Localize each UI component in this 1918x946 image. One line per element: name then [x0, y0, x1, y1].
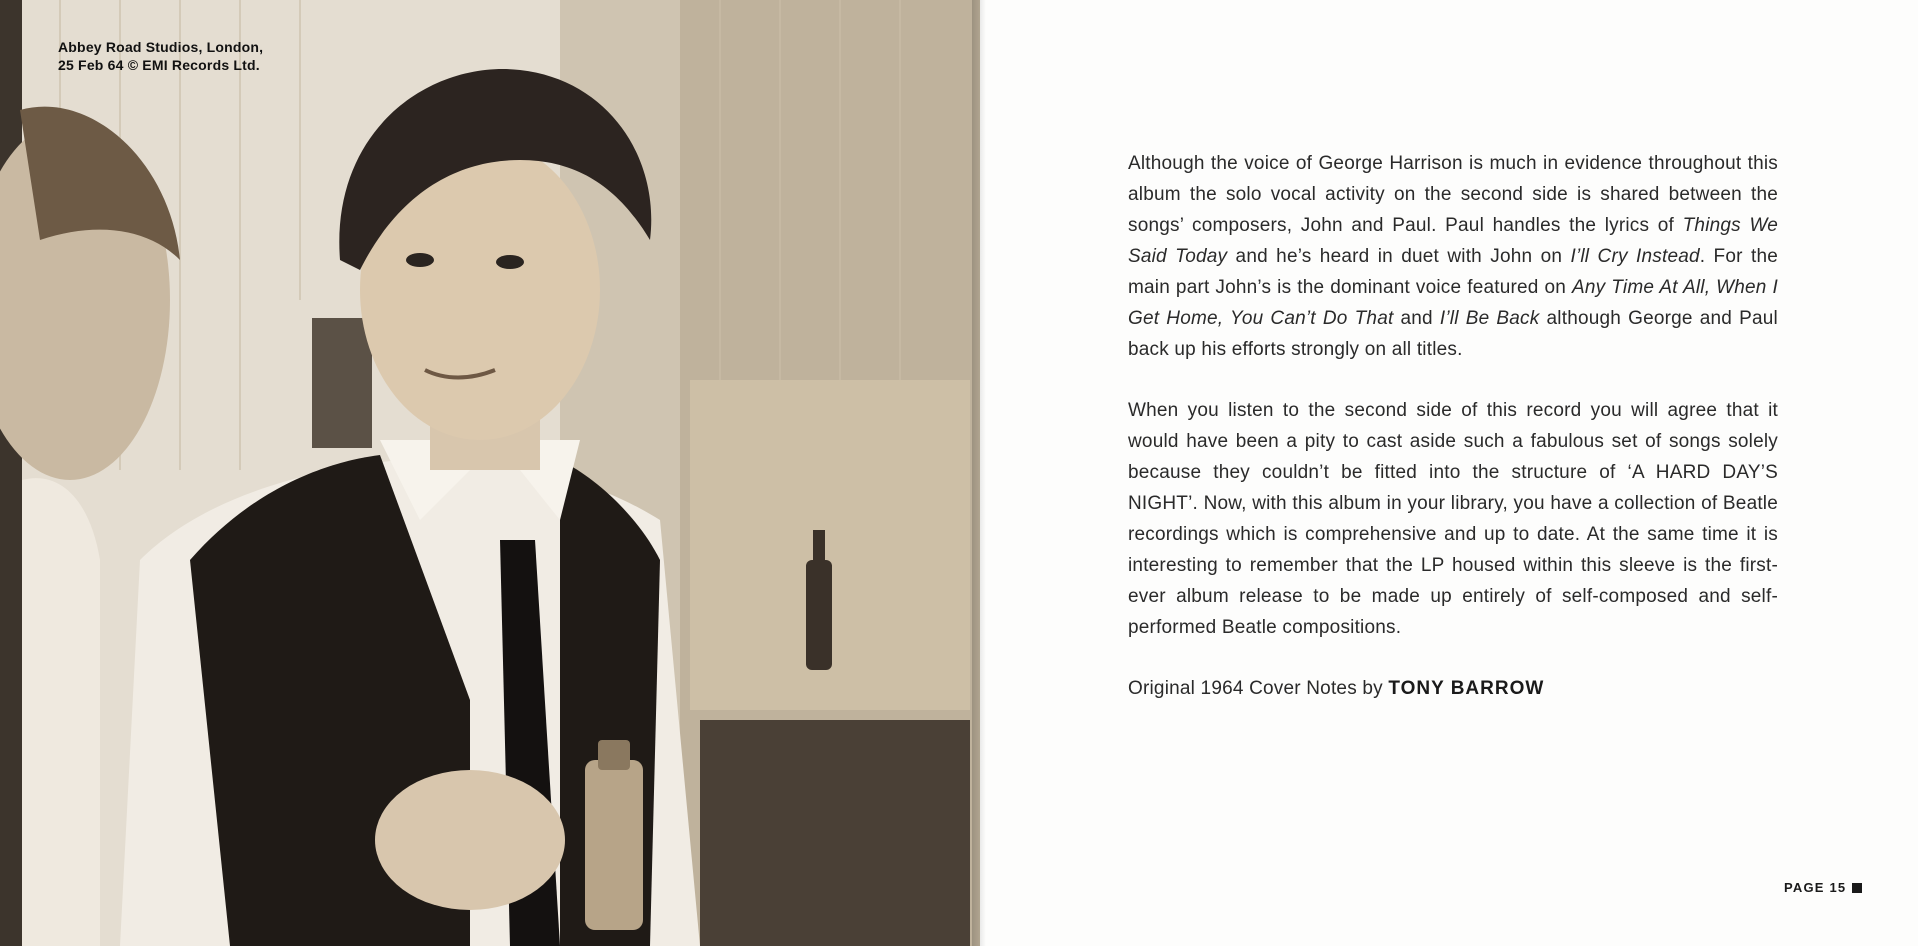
photo-credit	[58, 38, 263, 74]
song-titles-list: Any Time At All, When I Get Home, You Can’t Do That	[1128, 277, 1778, 329]
song-title-ill-cry-instead: I’ll Cry Instead	[1570, 246, 1700, 267]
paragraph-1-text-3: . For the main part John’s is the dominant voice featured on	[1128, 246, 1778, 298]
notes-credit	[1128, 673, 1778, 704]
paragraph-1-text-5: although George and Paul back up his efforts strongly on all titles.	[1128, 308, 1778, 360]
page-number-label: PAGE 15	[1784, 880, 1847, 895]
page-gutter	[972, 0, 986, 946]
photo-credit-line-2: 25 Feb 64 © EMI Records Ltd.	[58, 57, 260, 73]
paragraph-2: When you listen to the second side of this record you will agree that it would have been a pity to cast aside such a fabulous set of songs solely because they couldn’t be fitted into the structure of ‘A HARD DAY’S NIGHT’. Now, with this album in your library, you have a collection of Beatle recordings which is comprehensive and up to date. At the same time it is interesting to remember that the LP housed within this sleeve is the first-ever album release to be made up entirely of self-composed and self-performed Beatle compositions.	[1128, 400, 1778, 638]
paragraph-1	[1128, 148, 1778, 365]
notes-credit-prefix: Original 1964 Cover Notes by	[1128, 678, 1389, 699]
song-title-things-we-said-today: Things We Said Today	[1128, 215, 1778, 267]
notes-author: TONY BARROW	[1388, 678, 1545, 699]
square-bullet-icon	[1852, 883, 1862, 893]
song-title-ill-be-back: I’ll Be Back	[1439, 308, 1540, 329]
paragraph-1-text-1: Although the voice of George Harrison is much in evidence throughout this album the solo vocal activity on the second side is shared between the songs’ composers, John and Paul. Paul handles the lyrics of	[1128, 153, 1778, 236]
paragraph-1-text-4: and	[1393, 308, 1440, 329]
cover-notes-text	[1128, 148, 1778, 734]
photo-credit-line-1: Abbey Road Studios, London,	[58, 39, 264, 55]
page-number	[1784, 880, 1862, 895]
paragraph-1-text-2: and he’s heard in duet with John on	[1227, 246, 1571, 267]
